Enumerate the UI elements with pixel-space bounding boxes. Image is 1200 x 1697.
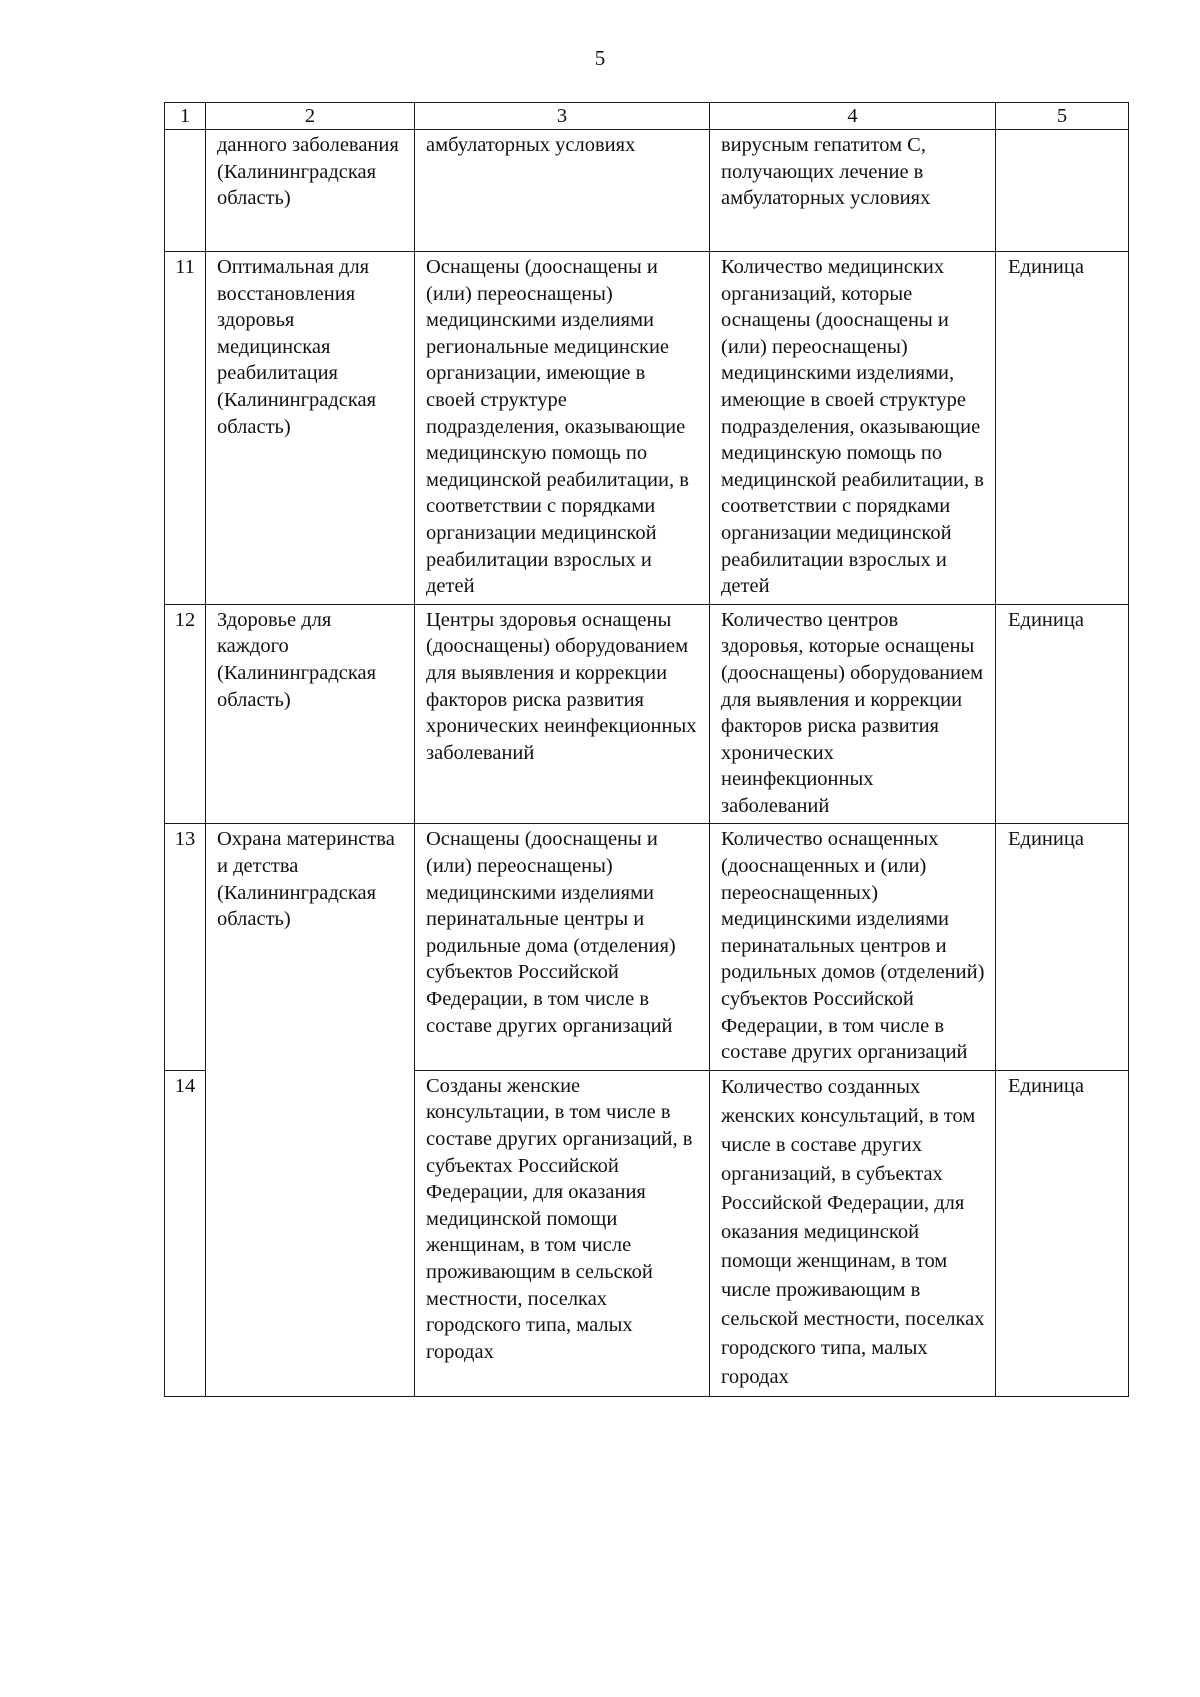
indicator-cell: вирусным гепатитом С, получающих лечение в амбулаторных условиях	[710, 130, 996, 252]
unit-cell: Единица	[996, 1070, 1129, 1396]
table-row-13	[165, 824, 1129, 1070]
unit-cell: Единица	[996, 252, 1129, 605]
result-cell: Оснащены (дооснащены и (или) переоснащены) медицинскими изделиями перинатальные центры и родильные дома (отделения) субъектов Российской Федерации, в том числе в составе других организаций	[415, 824, 710, 1070]
row-number: 14	[165, 1070, 206, 1396]
unit-cell	[996, 130, 1129, 252]
result-cell: Центры здоровья оснащены (дооснащены) оборудованием для выявления и коррекции факторов риска развития хронических неинфекционных заболеваний	[415, 604, 710, 824]
indicator-cell: Количество центров здоровья, которые оснащены (дооснащены) оборудованием для выявления и коррекции факторов риска развития хронических неинфекционных заболеваний	[710, 604, 996, 824]
header-cell-3: 3	[415, 103, 710, 130]
header-cell-4: 4	[710, 103, 996, 130]
table-row-12	[165, 604, 1129, 824]
unit-cell: Единица	[996, 604, 1129, 824]
table-row-continuation	[165, 130, 1129, 252]
header-cell-2: 2	[206, 103, 415, 130]
indicators-table	[164, 102, 1129, 1397]
project-name-cell: данного заболевания (Калининградская область)	[206, 130, 415, 252]
project-name-cell: Охрана материнства и детства (Калининградская область)	[206, 824, 415, 1396]
result-cell: Оснащены (дооснащены и (или) переоснащены) медицинскими изделиями региональные медицинские организации, имеющие в своей структуре подразделения, оказывающие медицинскую помощь по медицинской реабилитации, в соответствии с порядками организации медицинской реабилитации взрослых и детей	[415, 252, 710, 605]
indicator-cell: Количество оснащенных (дооснащенных и (или) переоснащенных) медицинскими изделиями перинатальных центров и родильных домов (отделений) субъектов Российской Федерации, в том числе в составе других организаций	[710, 824, 996, 1070]
result-cell: Созданы женские консультации, в том числе в составе других организаций, в субъектах Российской Федерации, для оказания медицинской помощи женщинам, в том числе проживающим в сельской местности, поселках городского типа, малых городах	[415, 1070, 710, 1396]
indicator-cell: Количество медицинских организаций, которые оснащены (дооснащены и (или) переоснащены) медицинскими изделиями, имеющие в своей структуре подразделения, оказывающие медицинскую помощь по медицинской реабилитации, в соответствии с порядками организации медицинской реабилитации взрослых и детей	[710, 252, 996, 605]
row-number: 11	[165, 252, 206, 605]
header-cell-5: 5	[996, 103, 1129, 130]
table-header-row	[165, 103, 1129, 130]
header-cell-1: 1	[165, 103, 206, 130]
row-number: 13	[165, 824, 206, 1070]
table-row-11	[165, 252, 1129, 605]
project-name-cell: Здоровье для каждого (Калининградская область)	[206, 604, 415, 824]
project-name-cell: Оптимальная для восстановления здоровья медицинская реабилитация (Калининградская область)	[206, 252, 415, 605]
indicator-cell: Количество созданных женских консультаций, в том числе в составе других организаций, в субъектах Российской Федерации, для оказания медицинской помощи женщинам, в том числе проживающим в сельской местности, поселках городского типа, малых городах	[710, 1070, 996, 1396]
unit-cell: Единица	[996, 824, 1129, 1070]
result-cell: амбулаторных условиях	[415, 130, 710, 252]
row-number	[165, 130, 206, 252]
row-number: 12	[165, 604, 206, 824]
page-number: 5	[594, 46, 606, 70]
